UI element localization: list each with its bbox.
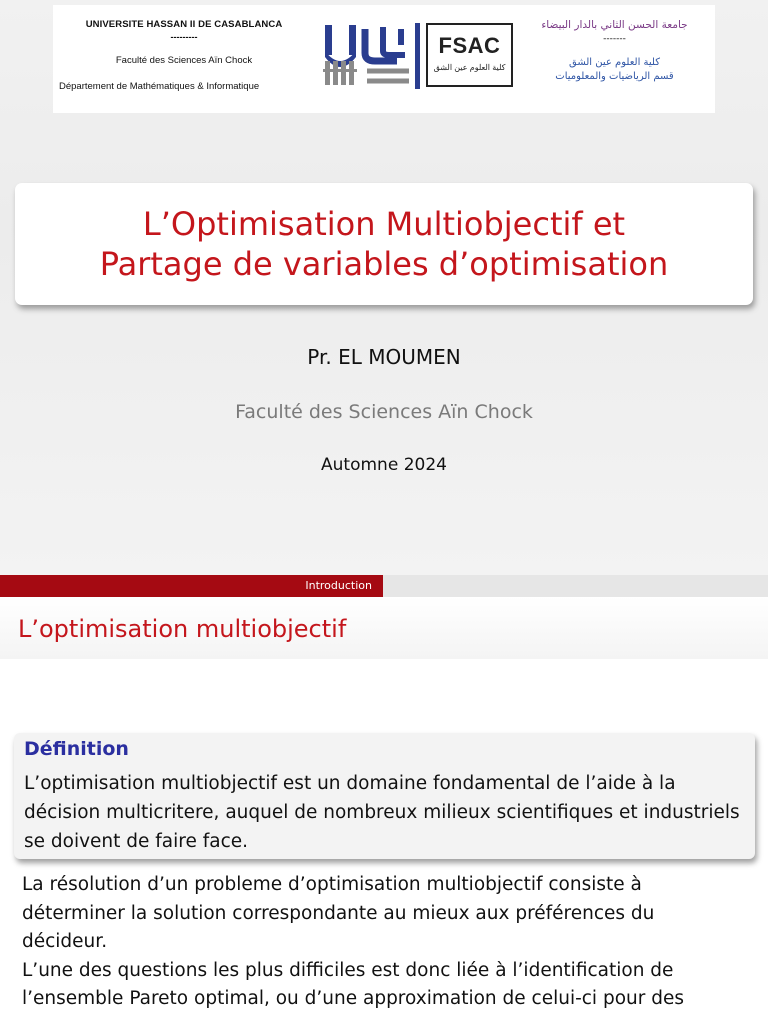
department-name-fr: Département de Mathématiques & Informatique (59, 81, 260, 92)
frame-title-bar (0, 597, 768, 659)
faculty-name-fr: Faculté des Sciences Aïn Chock (115, 55, 253, 66)
logo-separator (415, 23, 420, 89)
definition-body (24, 769, 752, 856)
department-name-ar: قسم الرياضيات والمعلوميات (555, 71, 674, 82)
fsac-logo-text: FSAC (438, 33, 501, 58)
definition-block (14, 733, 755, 859)
banner-right-dashes: ------- (603, 34, 626, 44)
banner-right-text (522, 19, 707, 82)
university-name-fr: UNIVERSITE HASSAN II DE CASABLANCA (85, 19, 283, 30)
definition-line: L’optimisation multiobjectif est un domaine fondamental de l’aide à la (24, 773, 676, 794)
definition-heading: Définition (24, 738, 129, 760)
faculty-name-ar: كلية العلوم عين الشق (569, 57, 660, 68)
body-text (22, 871, 762, 1014)
definition-line: décision multicritere, auquel de nombreux milieux scientifiques et industriels (24, 802, 740, 823)
fsac-logo (426, 23, 513, 87)
title-box (15, 183, 753, 305)
presentation-title (15, 183, 753, 284)
institution-banner (53, 5, 715, 113)
author: Pr. EL MOUMEN (307, 345, 461, 369)
title-line-2: Partage de variables d’optimisation (99, 245, 669, 283)
fsac-logo-arabic: كلية العلوم عين الشق (433, 63, 506, 72)
date: Automne 2024 (321, 455, 447, 475)
frame-title: L’optimisation multiobjectif (18, 615, 347, 643)
university-name-ar: جامعة الحسن الثاني بالدار البيضاء (541, 19, 688, 31)
body-line: La résolution d’un probleme d’optimisation multiobjectif consiste à (22, 874, 642, 895)
university-logo-icon (323, 21, 413, 87)
institute: Faculté des Sciences Aïn Chock (235, 401, 533, 423)
definition-line: se doivent de faire face. (24, 831, 249, 852)
body-line: déterminer la solution correspondante au mieux aux préférences du (22, 902, 655, 924)
body-line: l’ensemble Pareto optimal, ou d’une approximation de celui-ci pour des (22, 988, 684, 1009)
title-line-1: L’Optimisation Multiobjectif et (142, 205, 626, 243)
banner-left-dashes: --------- (170, 32, 198, 42)
section-tab-introduction[interactable]: Introduction (0, 575, 383, 597)
body-line: décideur. (22, 931, 108, 952)
body-line: L’une des questions les plus difficiles est donc liée à l’identification de (22, 959, 674, 981)
section-navbar (0, 575, 768, 597)
banner-left-text (53, 19, 315, 92)
introduction-slide (0, 575, 768, 1024)
